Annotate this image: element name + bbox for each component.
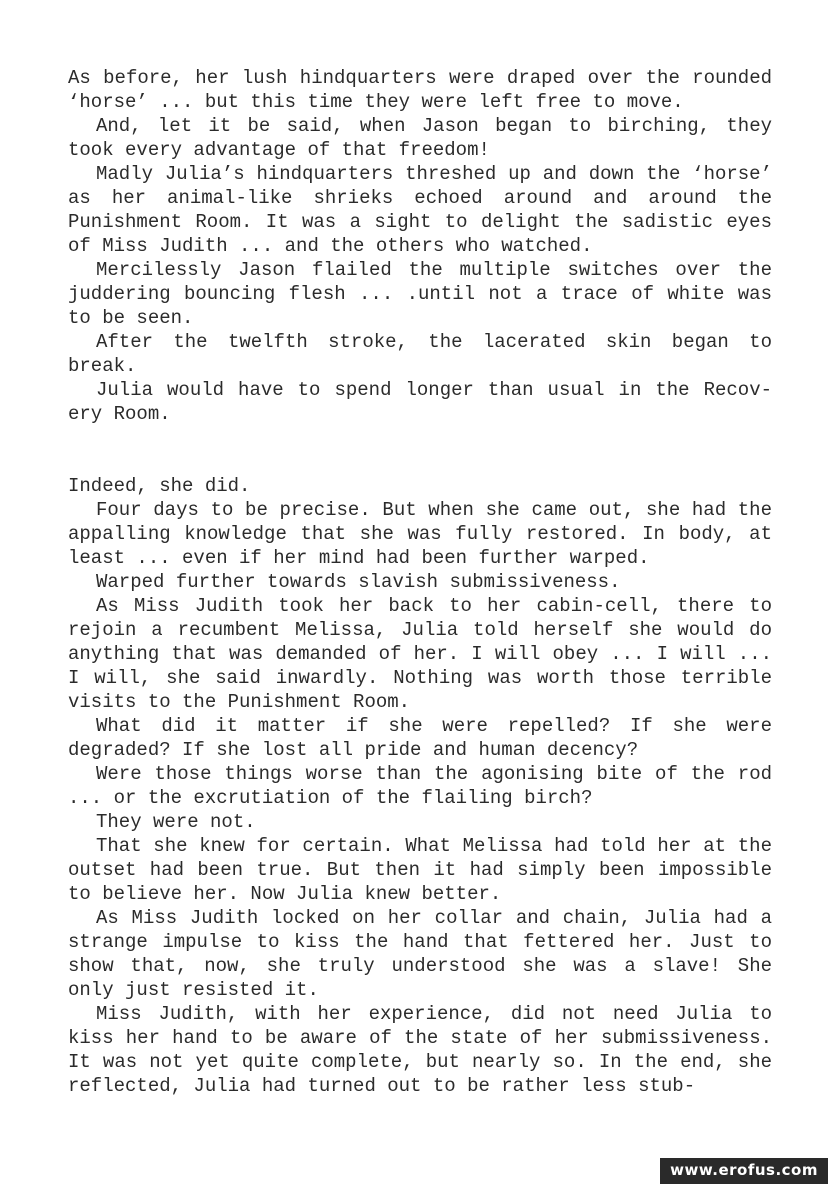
paragraph: What did it matter if she were repelled? If she were degraded? If she lost all pride and human decency? [68, 715, 772, 761]
paragraph: Julia would have to spend longer than usual in the Recov-ery Room. [68, 379, 772, 425]
paragraph: Mercilessly Jason flailed the multiple switches over the juddering bouncing flesh ... .until not a trace of white was to be seen. [68, 259, 772, 329]
paragraph: That she knew for certain. What Melissa had told her at the outset had been true. But then it had simply been impossible to believe her. Now Julia knew better. [68, 835, 772, 905]
paragraph: They were not. [96, 811, 256, 833]
paragraph: Madly Julia’s hindquarters threshed up and down the ‘horse’ as her animal-like shrieks echoed around and around the Punishment Room. It was a sight to delight the sadistic eyes of Miss Judith ... and the others who watched. [68, 163, 772, 257]
paragraph: Indeed, she did. [68, 475, 251, 497]
paragraph: As Miss Judith took her back to her cabin-cell, there to rejoin a recumbent Melissa, Julia told herself she would do anything that was demanded of her. I will obey ... I will ... I will, she said inwardly. Nothing was worth those terrible visits to the Punishment Room. [68, 595, 772, 713]
paragraph: Miss Judith, with her experience, did not need Julia to kiss her hand to be aware of the state of her submissiveness. It was not yet quite complete, but nearly so. In the end, she reflected, Julia had turned out to be rather less stub- [68, 1003, 772, 1097]
paragraph: As before, her lush hindquarters were draped over the rounded ‘horse’ ... but this time they were left free to move. [68, 67, 772, 113]
paragraph: Were those things worse than the agonising bite of the rod ... or the excrutiation of the flailing birch? [68, 763, 772, 809]
text-section-2 [68, 474, 772, 1098]
text-section-1 [68, 66, 772, 426]
paragraph: And, let it be said, when Jason began to birching, they took every advantage of that freedom! [68, 115, 772, 161]
paragraph: As Miss Judith locked on her collar and chain, Julia had a strange impulse to kiss the hand that fettered her. Just to show that, now, she truly understood she was a slave! She only just resisted it. [68, 907, 772, 1001]
watermark: www.erofus.com [660, 1158, 828, 1184]
paragraph: After the twelfth stroke, the lacerated skin began to break. [68, 331, 772, 377]
paragraph: Four days to be precise. But when she came out, she had the appalling knowledge that she was fully restored. In body, at least ... even if her mind had been further warped. [68, 499, 772, 569]
paragraph: Warped further towards slavish submissiveness. [96, 571, 621, 593]
